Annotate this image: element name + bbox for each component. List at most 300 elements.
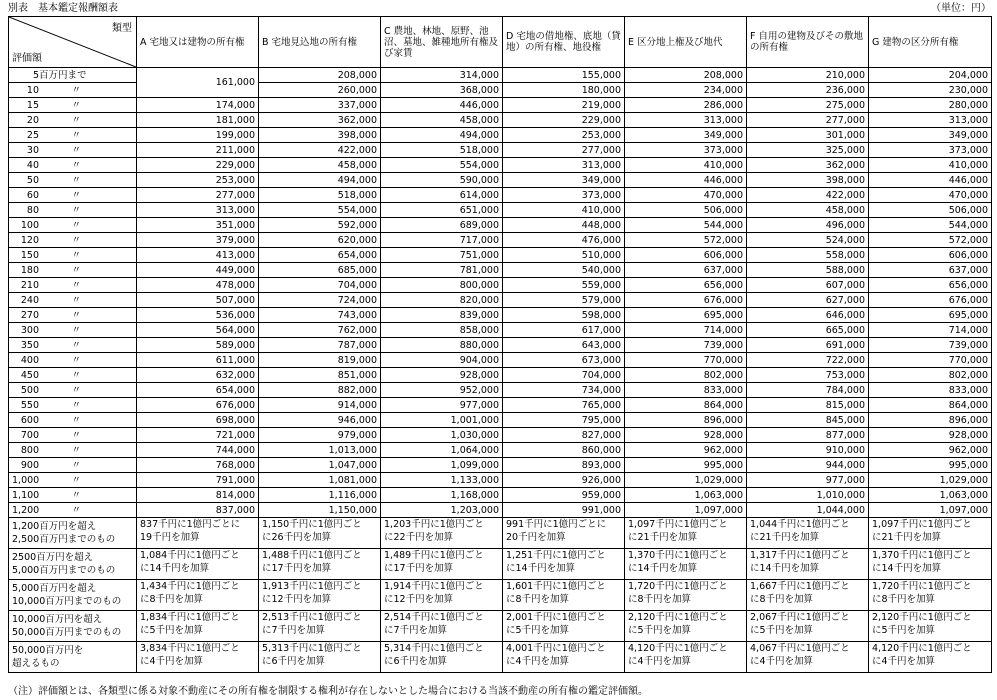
row-unit: 〃 bbox=[71, 279, 81, 291]
cell-e: 864,000 bbox=[625, 398, 747, 413]
cell-e: 714,000 bbox=[625, 323, 747, 338]
cell-line1: 5,313千円に1億円ごと bbox=[262, 643, 362, 654]
row-unit: 〃 bbox=[71, 309, 81, 321]
row-label-line2: 5,000百万円までのもの bbox=[12, 565, 116, 576]
cell-b: 554,000 bbox=[259, 203, 381, 218]
cell-g: 373,000 bbox=[869, 143, 992, 158]
table-row bbox=[9, 128, 992, 143]
cell-b: 882,000 bbox=[259, 383, 381, 398]
row-amount: 50 bbox=[26, 174, 39, 186]
cell-g: 1,063,000 bbox=[869, 488, 992, 503]
cell-line2: に17千円を加算 bbox=[262, 563, 332, 574]
cell-line2: に6千円を加算 bbox=[262, 656, 326, 667]
cell-c: 1,001,000 bbox=[381, 413, 503, 428]
cell-e: 928,000 bbox=[625, 428, 747, 443]
row-unit: 〃 bbox=[71, 414, 81, 426]
cell-c: 1,064,000 bbox=[381, 443, 503, 458]
cell-d: 704,000 bbox=[503, 368, 625, 383]
cell-c: 800,000 bbox=[381, 278, 503, 293]
cell-line2: に8千円を加算 bbox=[750, 594, 814, 605]
cell-c: 751,000 bbox=[381, 248, 503, 263]
row-label bbox=[9, 233, 137, 248]
cell-line2: に4千円を加算 bbox=[872, 656, 936, 667]
cell-b: 685,000 bbox=[259, 263, 381, 278]
cell-line1: 1,720千円に1億円ごと bbox=[872, 581, 972, 592]
row-unit: 〃 bbox=[71, 174, 81, 186]
table-row bbox=[9, 113, 992, 128]
row-label bbox=[9, 98, 137, 113]
cell-d: 579,000 bbox=[503, 293, 625, 308]
cell-d: 673,000 bbox=[503, 353, 625, 368]
cell-d: 734,000 bbox=[503, 383, 625, 398]
cell-f: 627,000 bbox=[747, 293, 869, 308]
cell-line2: に26千円を加算 bbox=[262, 532, 332, 543]
cell-c: 928,000 bbox=[381, 368, 503, 383]
cell-g: 470,000 bbox=[869, 188, 992, 203]
cell-b: 620,000 bbox=[259, 233, 381, 248]
cell-d bbox=[503, 611, 625, 642]
cell-a: 632,000 bbox=[137, 368, 259, 383]
cell-c: 781,000 bbox=[381, 263, 503, 278]
cell-d: 373,000 bbox=[503, 188, 625, 203]
table-row bbox=[9, 143, 992, 158]
cell-g: 1,029,000 bbox=[869, 473, 992, 488]
row-amount: 600 bbox=[20, 414, 39, 426]
cell-d: 991,000 bbox=[503, 503, 625, 518]
cell-a: 564,000 bbox=[137, 323, 259, 338]
row-label-line2: 超えるもの bbox=[12, 658, 60, 669]
cell-a: 181,000 bbox=[137, 113, 259, 128]
row-unit: 〃 bbox=[71, 294, 81, 306]
cell-d: 155,000 bbox=[503, 68, 625, 83]
cell-e: 313,000 bbox=[625, 113, 747, 128]
row-label bbox=[9, 580, 137, 611]
row-amount: 210 bbox=[20, 279, 39, 291]
corner-value-label: 評価額 bbox=[12, 53, 42, 64]
row-unit: 〃 bbox=[71, 459, 81, 471]
cell-f: 1,010,000 bbox=[747, 488, 869, 503]
cell-d: 540,000 bbox=[503, 263, 625, 278]
cell-d: 827,000 bbox=[503, 428, 625, 443]
table-row bbox=[9, 98, 992, 113]
cell-e: 1,097,000 bbox=[625, 503, 747, 518]
row-label-line2: 2,500百万円までのもの bbox=[12, 534, 116, 545]
cell-line2: に4千円を加算 bbox=[750, 656, 814, 667]
cell-line2: に21千円を加算 bbox=[750, 532, 820, 543]
column-header-b: B 宅地見込地の所有権 bbox=[259, 17, 381, 68]
cell-d: 926,000 bbox=[503, 473, 625, 488]
cell-e: 802,000 bbox=[625, 368, 747, 383]
cell-g: 928,000 bbox=[869, 428, 992, 443]
table-row bbox=[9, 218, 992, 233]
cell-g: 833,000 bbox=[869, 383, 992, 398]
row-amount: 5 bbox=[32, 69, 39, 81]
cell-f: 558,000 bbox=[747, 248, 869, 263]
table-row bbox=[9, 503, 992, 518]
row-amount: 550 bbox=[20, 399, 39, 411]
row-unit: 〃 bbox=[71, 144, 81, 156]
cell-c bbox=[381, 518, 503, 549]
cell-line1: 4,120千円に1億円ごと bbox=[872, 643, 972, 654]
table-row bbox=[9, 580, 992, 611]
cell-g: 656,000 bbox=[869, 278, 992, 293]
cell-d: 313,000 bbox=[503, 158, 625, 173]
cell-line2: に14千円を加算 bbox=[872, 563, 942, 574]
cell-e: 676,000 bbox=[625, 293, 747, 308]
cell-d: 617,000 bbox=[503, 323, 625, 338]
row-label bbox=[9, 428, 137, 443]
row-label bbox=[9, 173, 137, 188]
cell-g: 606,000 bbox=[869, 248, 992, 263]
cell-line2: に8千円を加算 bbox=[140, 594, 204, 605]
row-amount: 20 bbox=[26, 114, 39, 126]
cell-a: 536,000 bbox=[137, 308, 259, 323]
row-amount: 900 bbox=[20, 459, 39, 471]
row-unit: 百万円まで bbox=[39, 69, 87, 81]
cell-b: 914,000 bbox=[259, 398, 381, 413]
cell-line2: に14千円を加算 bbox=[628, 563, 698, 574]
row-label bbox=[9, 188, 137, 203]
cell-g: 695,000 bbox=[869, 308, 992, 323]
row-amount: 270 bbox=[20, 309, 39, 321]
cell-line2: に17千円を加算 bbox=[384, 563, 454, 574]
table-row bbox=[9, 549, 992, 580]
cell-line2: に5千円を加算 bbox=[750, 625, 814, 636]
row-unit: 〃 bbox=[71, 234, 81, 246]
table-row bbox=[9, 443, 992, 458]
cell-c: 368,000 bbox=[381, 83, 503, 98]
row-amount: 180 bbox=[20, 264, 39, 276]
cell-line1: 1,370千円に1億円ごと bbox=[872, 550, 972, 561]
cell-line2: に4千円を加算 bbox=[628, 656, 692, 667]
row-label bbox=[9, 128, 137, 143]
cell-f: 422,000 bbox=[747, 188, 869, 203]
cell-line1: 2,120千円に1億円ごと bbox=[872, 612, 972, 623]
row-label-line1: 5,000百万円を超え bbox=[12, 583, 97, 594]
cell-g bbox=[869, 580, 992, 611]
cell-f bbox=[747, 549, 869, 580]
cell-b: 337,000 bbox=[259, 98, 381, 113]
row-unit: 〃 bbox=[71, 369, 81, 381]
row-unit: 〃 bbox=[71, 249, 81, 261]
cell-line1: 1,913千円に1億円ごと bbox=[262, 581, 362, 592]
row-amount: 10 bbox=[26, 84, 39, 96]
cell-e: 606,000 bbox=[625, 248, 747, 263]
column-header-f: F 自用の建物及びその敷地の所有権 bbox=[747, 17, 869, 68]
cell-e: 962,000 bbox=[625, 443, 747, 458]
column-header-e: E 区分地上権及び地代 bbox=[625, 17, 747, 68]
row-label bbox=[9, 83, 137, 98]
cell-c: 952,000 bbox=[381, 383, 503, 398]
cell-d: 893,000 bbox=[503, 458, 625, 473]
cell-e: 572,000 bbox=[625, 233, 747, 248]
cell-b: 762,000 bbox=[259, 323, 381, 338]
cell-e bbox=[625, 611, 747, 642]
cell-d bbox=[503, 549, 625, 580]
cell-b: 1,116,000 bbox=[259, 488, 381, 503]
cell-b bbox=[259, 642, 381, 673]
cell-a: 721,000 bbox=[137, 428, 259, 443]
row-label bbox=[9, 642, 137, 673]
cell-g: 313,000 bbox=[869, 113, 992, 128]
table-row bbox=[9, 188, 992, 203]
cell-line2: に7千円を加算 bbox=[262, 625, 326, 636]
cell-line2: に8千円を加算 bbox=[506, 594, 570, 605]
table-row bbox=[9, 338, 992, 353]
cell-line1: 1,370千円に1億円ごと bbox=[628, 550, 728, 561]
footnote: （注）評価額とは、各類型に係る対象不動産にその所有権を制限する権利が存在しないとした場合における当該不動産の所有権の鑑定評価額。 bbox=[8, 686, 648, 697]
row-label bbox=[9, 203, 137, 218]
cell-line1: 3,834千円に1億円ごと bbox=[140, 643, 240, 654]
table-row bbox=[9, 158, 992, 173]
row-label bbox=[9, 443, 137, 458]
cell-f: 877,000 bbox=[747, 428, 869, 443]
cell-g bbox=[869, 611, 992, 642]
row-amount: 120 bbox=[20, 234, 39, 246]
cell-f: 236,000 bbox=[747, 83, 869, 98]
cell-line1: 1,601千円に1億円ごと bbox=[506, 581, 606, 592]
cell-line1: 4,120千円に1億円ごと bbox=[628, 643, 728, 654]
row-unit: 〃 bbox=[71, 399, 81, 411]
row-label bbox=[9, 488, 137, 503]
cell-b: 1,047,000 bbox=[259, 458, 381, 473]
cell-e: 833,000 bbox=[625, 383, 747, 398]
row-amount: 25 bbox=[26, 129, 39, 141]
cell-line2: に5千円を加算 bbox=[506, 625, 570, 636]
row-amount: 80 bbox=[26, 204, 39, 216]
cell-line1: 1,489千円に1億円ごと bbox=[384, 550, 484, 561]
row-label-line1: 1,200百万円を超え bbox=[12, 521, 97, 532]
cell-a: 449,000 bbox=[137, 263, 259, 278]
row-label bbox=[9, 473, 137, 488]
cell-line2: に14千円を加算 bbox=[140, 563, 210, 574]
row-unit: 〃 bbox=[71, 444, 81, 456]
cell-line1: 4,067千円に1億円ごと bbox=[750, 643, 850, 654]
cell-a bbox=[137, 611, 259, 642]
cell-c: 858,000 bbox=[381, 323, 503, 338]
cell-a bbox=[137, 518, 259, 549]
cell-c: 880,000 bbox=[381, 338, 503, 353]
cell-f: 325,000 bbox=[747, 143, 869, 158]
cell-a: 313,000 bbox=[137, 203, 259, 218]
cell-a: 507,000 bbox=[137, 293, 259, 308]
cell-line1: 5,314千円に1億円ごと bbox=[384, 643, 484, 654]
cell-line2: に12千円を加算 bbox=[262, 594, 332, 605]
cell-line2: に5千円を加算 bbox=[872, 625, 936, 636]
row-label-line2: 10,000百万円までのもの bbox=[12, 596, 122, 607]
cell-c: 446,000 bbox=[381, 98, 503, 113]
row-unit: 〃 bbox=[71, 504, 81, 516]
cell-a: 174,000 bbox=[137, 98, 259, 113]
cell-b: 362,000 bbox=[259, 113, 381, 128]
cell-c: 689,000 bbox=[381, 218, 503, 233]
row-amount: 1,100 bbox=[12, 489, 40, 501]
cell-f: 845,000 bbox=[747, 413, 869, 428]
cell-line1: 2,067千円に1億円ごと bbox=[750, 612, 850, 623]
cell-e: 896,000 bbox=[625, 413, 747, 428]
cell-c bbox=[381, 642, 503, 673]
row-label bbox=[9, 353, 137, 368]
cell-g: 714,000 bbox=[869, 323, 992, 338]
cell-line2: に5千円を加算 bbox=[628, 625, 692, 636]
cell-g: 676,000 bbox=[869, 293, 992, 308]
cell-f: 496,000 bbox=[747, 218, 869, 233]
fee-table bbox=[8, 16, 992, 673]
cell-f: 277,000 bbox=[747, 113, 869, 128]
cell-c: 820,000 bbox=[381, 293, 503, 308]
row-amount: 60 bbox=[26, 189, 39, 201]
row-amount: 30 bbox=[26, 144, 39, 156]
cell-c: 839,000 bbox=[381, 308, 503, 323]
column-header-c: C 農地、林地、原野、池沼、墓地、雑種地所有権及び家賃 bbox=[381, 17, 503, 68]
cell-a bbox=[137, 580, 259, 611]
cell-f bbox=[747, 518, 869, 549]
cell-e: 349,000 bbox=[625, 128, 747, 143]
cell-d: 795,000 bbox=[503, 413, 625, 428]
cell-line2: に4千円を加算 bbox=[506, 656, 570, 667]
cell-b: 946,000 bbox=[259, 413, 381, 428]
cell-g: 802,000 bbox=[869, 368, 992, 383]
cell-c: 494,000 bbox=[381, 128, 503, 143]
cell-f: 607,000 bbox=[747, 278, 869, 293]
cell-f: 275,000 bbox=[747, 98, 869, 113]
cell-a: 229,000 bbox=[137, 158, 259, 173]
cell-d bbox=[503, 642, 625, 673]
table-row bbox=[9, 611, 992, 642]
cell-line2: に8千円を加算 bbox=[872, 594, 936, 605]
cell-g: 572,000 bbox=[869, 233, 992, 248]
cell-g: 410,000 bbox=[869, 158, 992, 173]
cell-b: 979,000 bbox=[259, 428, 381, 443]
row-label bbox=[9, 263, 137, 278]
table-row bbox=[9, 413, 992, 428]
cell-line2: に7千円を加算 bbox=[384, 625, 448, 636]
table-row bbox=[9, 383, 992, 398]
table-row bbox=[9, 278, 992, 293]
cell-c: 314,000 bbox=[381, 68, 503, 83]
cell-e: 470,000 bbox=[625, 188, 747, 203]
column-header-a: A 宅地又は建物の所有権 bbox=[137, 17, 259, 68]
cell-e: 656,000 bbox=[625, 278, 747, 293]
row-amount: 100 bbox=[20, 219, 39, 231]
table-row bbox=[9, 368, 992, 383]
table-row bbox=[9, 353, 992, 368]
cell-line2: に5千円を加算 bbox=[140, 625, 204, 636]
cell-c: 977,000 bbox=[381, 398, 503, 413]
cell-d: 410,000 bbox=[503, 203, 625, 218]
cell-e: 373,000 bbox=[625, 143, 747, 158]
cell-f: 458,000 bbox=[747, 203, 869, 218]
cell-b: 422,000 bbox=[259, 143, 381, 158]
table-row bbox=[9, 173, 992, 188]
cell-line1: 1,488千円に1億円ごと bbox=[262, 550, 362, 561]
cell-g bbox=[869, 642, 992, 673]
cell-c: 1,203,000 bbox=[381, 503, 503, 518]
cell-g: 230,000 bbox=[869, 83, 992, 98]
row-unit: 〃 bbox=[71, 429, 81, 441]
table-row bbox=[9, 473, 992, 488]
cell-line1: 1,203千円に1億円ごと bbox=[384, 519, 484, 530]
table-row bbox=[9, 308, 992, 323]
row-amount: 40 bbox=[26, 159, 39, 171]
row-amount: 500 bbox=[20, 384, 39, 396]
cell-line1: 2,514千円に1億円ごと bbox=[384, 612, 484, 623]
cell-a-merged: 161,000 bbox=[137, 68, 259, 98]
cell-line1: 1,434千円に1億円ごと bbox=[140, 581, 240, 592]
cell-a: 654,000 bbox=[137, 383, 259, 398]
cell-b bbox=[259, 518, 381, 549]
row-label bbox=[9, 323, 137, 338]
cell-c: 1,168,000 bbox=[381, 488, 503, 503]
row-amount: 15 bbox=[26, 99, 39, 111]
cell-c: 518,000 bbox=[381, 143, 503, 158]
row-label bbox=[9, 518, 137, 549]
cell-g bbox=[869, 549, 992, 580]
row-unit: 〃 bbox=[71, 474, 81, 486]
row-label bbox=[9, 113, 137, 128]
cell-line2: 20千円を加算 bbox=[506, 532, 566, 543]
row-label bbox=[9, 248, 137, 263]
row-label bbox=[9, 68, 137, 83]
cell-c: 904,000 bbox=[381, 353, 503, 368]
cell-c: 614,000 bbox=[381, 188, 503, 203]
cell-g: 446,000 bbox=[869, 173, 992, 188]
cell-d bbox=[503, 518, 625, 549]
cell-line1: 1,667千円に1億円ごと bbox=[750, 581, 850, 592]
cell-g: 506,000 bbox=[869, 203, 992, 218]
table-row bbox=[9, 323, 992, 338]
cell-g: 962,000 bbox=[869, 443, 992, 458]
cell-a: 413,000 bbox=[137, 248, 259, 263]
cell-line1: 837千円に1億円ごとに bbox=[140, 519, 241, 530]
cell-f: 977,000 bbox=[747, 473, 869, 488]
row-amount: 300 bbox=[20, 324, 39, 336]
cell-a: 791,000 bbox=[137, 473, 259, 488]
row-unit: 〃 bbox=[71, 264, 81, 276]
row-amount: 350 bbox=[20, 339, 39, 351]
cell-g bbox=[869, 518, 992, 549]
cell-f: 815,000 bbox=[747, 398, 869, 413]
row-amount: 150 bbox=[20, 249, 39, 261]
cell-line2: に6千円を加算 bbox=[384, 656, 448, 667]
cell-g: 544,000 bbox=[869, 218, 992, 233]
cell-line2: に8千円を加算 bbox=[628, 594, 692, 605]
cell-e: 208,000 bbox=[625, 68, 747, 83]
cell-a: 744,000 bbox=[137, 443, 259, 458]
row-unit: 〃 bbox=[71, 84, 81, 96]
column-header-g: G 建物の区分所有権 bbox=[869, 17, 992, 68]
cell-c bbox=[381, 549, 503, 580]
cell-b: 1,081,000 bbox=[259, 473, 381, 488]
cell-g: 770,000 bbox=[869, 353, 992, 368]
cell-e: 506,000 bbox=[625, 203, 747, 218]
cell-c: 554,000 bbox=[381, 158, 503, 173]
cell-a: 199,000 bbox=[137, 128, 259, 143]
cell-a bbox=[137, 549, 259, 580]
cell-c: 717,000 bbox=[381, 233, 503, 248]
title-bar bbox=[8, 3, 991, 15]
header-row bbox=[9, 17, 992, 68]
cell-line1: 1,150千円に1億円ごと bbox=[262, 519, 362, 530]
row-label-line1: 10,000百万円を超え bbox=[12, 614, 103, 625]
cell-a: 676,000 bbox=[137, 398, 259, 413]
cell-line1: 1,097千円に1億円ごと bbox=[628, 519, 728, 530]
row-label bbox=[9, 503, 137, 518]
row-label bbox=[9, 143, 137, 158]
cell-f: 524,000 bbox=[747, 233, 869, 248]
cell-d: 559,000 bbox=[503, 278, 625, 293]
row-label bbox=[9, 368, 137, 383]
